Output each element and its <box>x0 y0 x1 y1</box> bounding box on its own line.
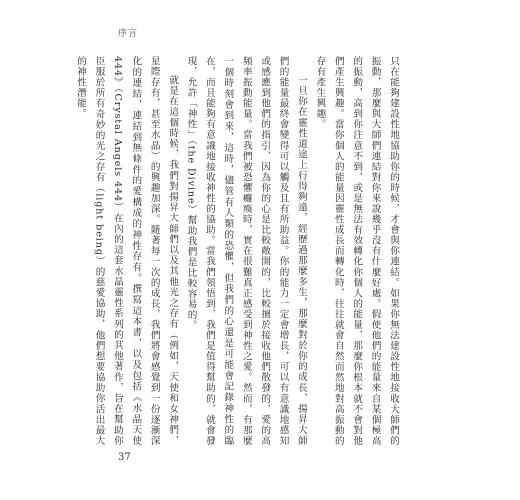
page-number: 37 <box>118 452 131 463</box>
paragraph-1: 只在能夠建設性地協助你的時候，才會與你連結。如果你無法建設性地接收大師們的振動，那麼與大師們連結對你來說幾乎沒有什麼好處。假使他們的能量來自某個極高的振動，高到你注意不到，或是無法有效轉化你個人的能量，那麼你根本就不會對他們產生興趣。當你個人的能量因靈性成長而轉化時，往往就會自然而然地對高振動的存有產生興趣。 <box>314 56 399 446</box>
running-header: 序言 <box>118 29 139 39</box>
paragraph-2: 一旦你在靈性道途上行得夠遠，經歷過那麼多生，那麼對於你的成長，揚昇大師們的能量最終會變得可以觸及且有所助益。你的能力一定會增長，可以有意識地感知或感應到他們的指引，因為你的心是比較敞開的，比較擅於接收他們散發的，愛的高頻率振動能量。當我們被恐懼癱瘓時，實在很難真正感受到神性之愛。然而，有那麼一個時刻會到來，這時，儘管有人類的恐懼，但我們的心還是可能會記錄神性的臨在，而且能夠有意識地接收神性的協助。當我們領悟到，我們是值得幫助的，就會發現，允許「神性」（the Divine）幫助我們是比較容易的。 <box>185 56 307 446</box>
paragraph-3: 就是在這個時候，我們對揚昇大師們以及其他光之存有（例如，天使和女神們，星際存有，甚至水晶）的興趣加深。隨著每一次的成長，我們將會感覺到一份逐漸深化的連結，連結到無條件的愛構成的神性存有。撰寫這本書，以及包括《水晶天使444》（Crystal Angels 444）在內的這套水晶靈性系列的其他著作，旨在幫助你臣服於所有奇妙的光之存有（light being）的慈愛協助，他們想要協助你活出最大的神性潛能。 <box>75 56 179 446</box>
body-text <box>71 56 402 446</box>
